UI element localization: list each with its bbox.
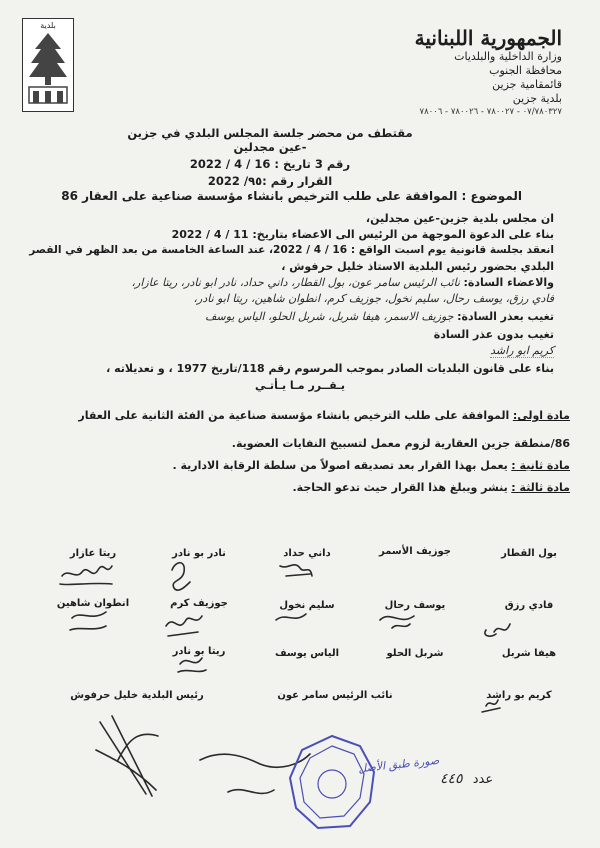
subject-line: الموضوع : الموافقة على طلب الترخيص بانشاء مؤسسة صناعية على العقار 86 bbox=[61, 189, 522, 203]
absent-unexcused-handwritten: كريم ابو راشد bbox=[490, 344, 554, 357]
header-session-line: رقم 3 تاريخ : 16 / 4 / 2022 bbox=[189, 157, 351, 171]
certified-copy-stamp-text: صورة طبق الأصل bbox=[357, 753, 440, 776]
signature-scribble bbox=[172, 563, 190, 590]
signature-scribble bbox=[70, 612, 106, 630]
signer-name: ريتا بو نادر bbox=[172, 646, 226, 657]
signer-name: سليم نخول bbox=[279, 600, 335, 611]
letterhead-governorate: محافظة الجنوب bbox=[489, 64, 562, 77]
article-three-text: ينشر ويبلغ هذا القرار حيث تدعو الحاجة. bbox=[292, 481, 508, 494]
signer-name: ريتا عازار bbox=[69, 548, 117, 559]
signer-name: انطوان شاهين bbox=[56, 598, 130, 609]
count-value: ٤٤٥ bbox=[440, 771, 463, 787]
decides-heading: يـقــرر مـا يـأتـي bbox=[255, 379, 345, 392]
signature-scribble bbox=[60, 583, 112, 584]
signature-scribble bbox=[62, 566, 112, 576]
signature-scribble bbox=[280, 565, 312, 576]
article-three-label: مادة ثالثة : bbox=[511, 481, 570, 494]
signer-name: نادر بو نادر bbox=[172, 548, 226, 559]
letterhead-district: قائمقامية جزين bbox=[492, 78, 562, 91]
signature-scribble bbox=[485, 624, 510, 636]
signer-name: شربل الحلو bbox=[386, 648, 444, 659]
signer-name: هيفا شربل bbox=[501, 648, 557, 659]
article-one-continued: 86/منطقة جزين العقارية لزوم معمل لتسبيخ النفايات العضوية. bbox=[231, 437, 570, 450]
official-stamp bbox=[286, 732, 378, 832]
signer-name: كريم بو راشد bbox=[486, 690, 552, 701]
letterhead-ministry: وزارة الداخلية والبلديات bbox=[454, 50, 562, 63]
signature-scribble bbox=[380, 616, 414, 628]
article-one-text: الموافقة على طلب الترخيص بانشاء مؤسسة صناعية من الفئة الثانية على العقار bbox=[78, 409, 510, 422]
body-line-mayor: البلدي بحضور رئيس البلدية الاستاذ خليل حرفوش ، bbox=[281, 260, 554, 273]
article-two-label: مادة ثانية : bbox=[511, 459, 570, 472]
absent-excused-handwritten: جوزيف الاسمر، هيفا شربل، شربل الحلو، الياس يوسف bbox=[205, 310, 454, 323]
absent-excused-label: تغيب بعذر السادة: bbox=[457, 310, 554, 323]
members-handwritten-1: نائب الرئيس سامر عون، بول القطار، داني حداد، نادر ابو نادر، ريتا عازار، bbox=[131, 276, 460, 289]
header-extract-line: مقتطف من محضر جلسة المجلس البلدي في جزين -عين مجدلين bbox=[127, 126, 413, 154]
letterhead-phone: ٠٧/٧٨٠٣٢٧ - ٧٨٠٠٢٧ - ٧٨٠٠٢٦ - ٧٨٠٠٦ bbox=[419, 107, 562, 117]
signer-name: جوزيف كرم bbox=[170, 598, 228, 609]
letterhead-title: الجمهورية اللبنانية bbox=[414, 26, 562, 50]
body-line-absent-unexcused: تغيب بدون عذر السادة bbox=[433, 328, 554, 341]
count-label: عدد bbox=[472, 772, 494, 787]
body-line-session: انعقد بجلسة قانونية يوم اسبت الواقع : 16 / 4 / 2022، عند الساعة الخامسة من بعد الظهر في القصر bbox=[29, 244, 554, 256]
signer-name: الياس يوسف bbox=[274, 648, 340, 659]
members-label: والاعضاء السادة: bbox=[463, 276, 554, 289]
stamp-seal-icon bbox=[286, 732, 378, 832]
signature-scribble bbox=[178, 658, 206, 672]
letterhead-municipality: بلدية جزين bbox=[512, 92, 562, 105]
signer-name: بول القطار bbox=[501, 548, 557, 559]
signature-scribble bbox=[96, 716, 158, 796]
signer-name: فادي رزق bbox=[504, 600, 554, 611]
logo-label: بلدية bbox=[40, 21, 56, 30]
signer-name: رئيس البلدية خليل حرفوش bbox=[70, 690, 204, 701]
signature-scribble bbox=[276, 614, 306, 620]
body-line-council: ان مجلس بلدية جزين-عين مجدلين، bbox=[365, 212, 554, 225]
body-line-invitation: بناء على الدعوة الموجهة من الرئيس الى الاعضاء بتاريخ: 11 / 4 / 2022 bbox=[171, 228, 554, 241]
signer-name: نائب الرئيس سامر عون bbox=[277, 690, 393, 701]
signer-name: داني حداد bbox=[283, 548, 331, 559]
signer-name: يوسف رحال bbox=[384, 600, 446, 611]
signature-scribble bbox=[482, 700, 500, 712]
members-handwritten-2: فادي رزق، يوسف رحال، سليم نخول، جوزيف كرم، انطوان شاهين، ريتا ابو نادر، bbox=[193, 292, 554, 305]
signature-scribble bbox=[228, 790, 274, 794]
signer-name: جوزيف الأسمر bbox=[378, 546, 451, 557]
signature-scribble bbox=[166, 616, 202, 636]
body-line-law: بناء على قانون البلديات الصادر بموجب المرسوم رقم 118/تاريخ 1977 ، و تعديلاته ، bbox=[106, 362, 554, 375]
header-decision-number: القرار رقم :٩٥/ 2022 bbox=[207, 174, 333, 188]
article-two-text: يعمل بهذا القرار بعد تصديقه اصولاً من سلطة الرقابة الادارية . bbox=[172, 459, 508, 472]
count-field bbox=[440, 771, 493, 787]
article-one-label: مادة اولى: bbox=[512, 409, 570, 422]
